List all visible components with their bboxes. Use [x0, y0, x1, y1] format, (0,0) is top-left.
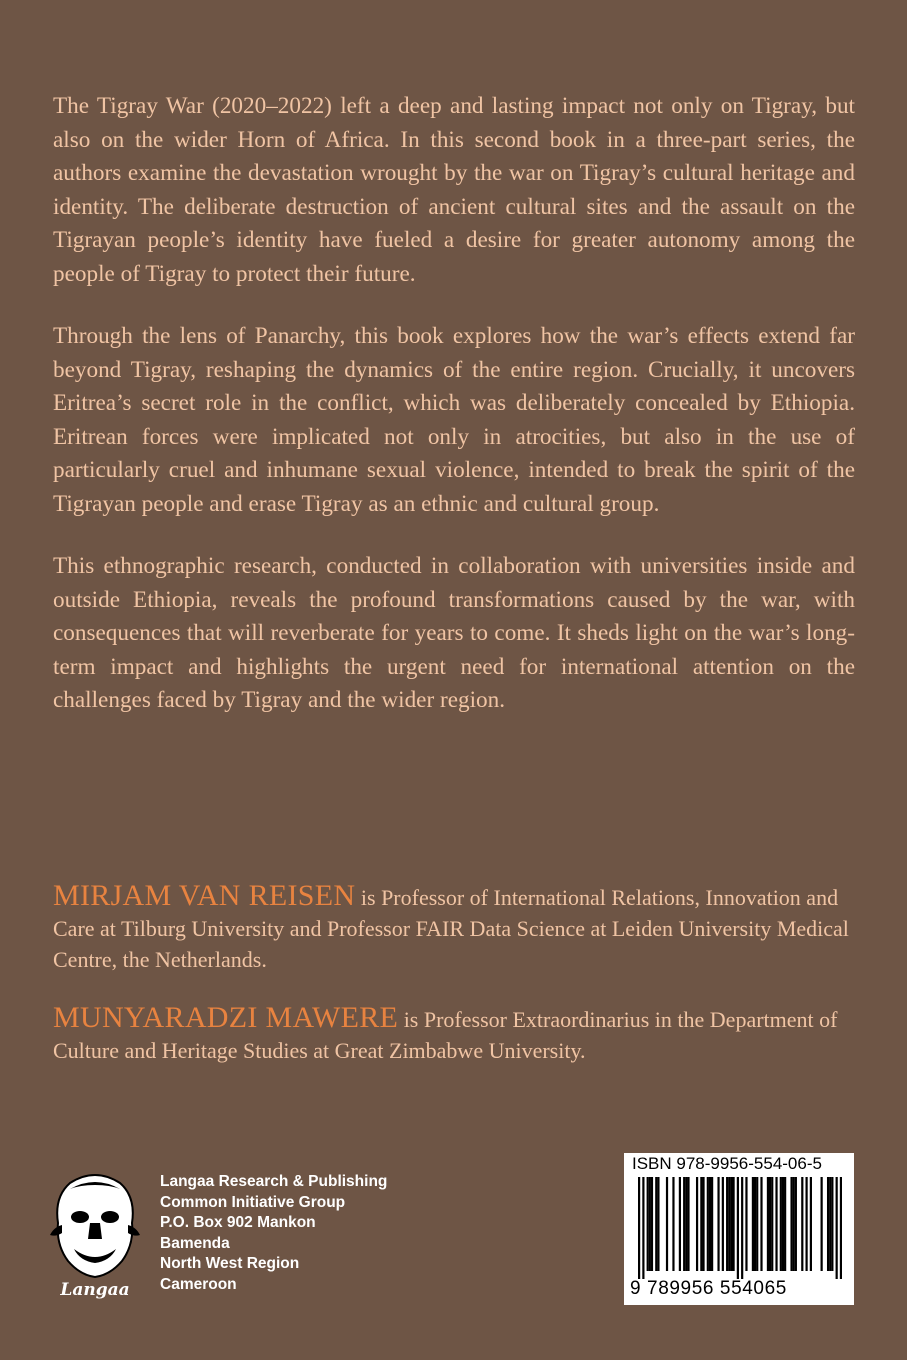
barcode-bar: [780, 1177, 782, 1271]
barcode-bar: [732, 1177, 734, 1271]
barcode-bar: [836, 1177, 838, 1279]
publisher-logo-text: Langaa: [60, 1280, 130, 1300]
barcode-bar: [801, 1177, 803, 1271]
barcode-bar: [829, 1177, 831, 1271]
author-bio-text: is Professor Extraordinarius in the Department of Culture and Heritage Studies at Great Zimbabwe University.: [53, 1007, 838, 1063]
publisher-address-line: P.O. Box 902 Mankon: [160, 1214, 316, 1231]
publisher-address-line: Langaa Research & Publishing: [160, 1173, 388, 1190]
author-name: MIRJAM VAN REISEN: [53, 879, 356, 912]
blurb: [53, 90, 855, 747]
barcode-bar: [683, 1177, 685, 1271]
barcode-bar: [771, 1177, 773, 1271]
publisher-address-line: Bamenda: [160, 1234, 230, 1252]
barcode-bar: [709, 1177, 711, 1271]
barcode-bar: [805, 1177, 807, 1271]
barcode-bar: [741, 1177, 743, 1279]
barcode-bar: [726, 1177, 728, 1271]
barcode-bar: [827, 1177, 829, 1271]
barcode-bar: [707, 1177, 709, 1271]
barcode-bar: [760, 1177, 762, 1271]
barcode-bar: [769, 1177, 771, 1271]
barcode-bar: [795, 1177, 797, 1271]
barcode-bar: [696, 1177, 698, 1271]
author-bios: [53, 880, 855, 1093]
publisher-address-line: Cameroon: [160, 1275, 237, 1293]
barcode-bar: [745, 1177, 747, 1271]
isbn-barcode: [624, 1153, 854, 1305]
barcode-bar: [685, 1177, 687, 1271]
barcode-bar: [666, 1177, 668, 1271]
barcode-bar: [756, 1177, 758, 1271]
barcode-bar: [657, 1177, 659, 1271]
barcode-bar: [711, 1177, 713, 1271]
barcode-bar: [782, 1177, 784, 1271]
barcode-bar: [775, 1177, 777, 1271]
barcode-bar: [717, 1177, 719, 1271]
barcode-bar: [722, 1177, 724, 1271]
barcode-bar: [730, 1177, 732, 1271]
publisher-address: [160, 1172, 387, 1295]
barcode-bars: [638, 1177, 842, 1279]
barcode-bar: [651, 1177, 653, 1271]
barcode-bar: [810, 1177, 812, 1271]
author-name: MUNYARADZI MAWERE: [53, 1001, 399, 1034]
barcode-bar: [790, 1177, 792, 1271]
publisher-address-line: Common Initiative Group: [160, 1193, 346, 1211]
barcode-bar: [638, 1177, 640, 1279]
author-bio: [53, 880, 855, 975]
barcode-bar: [655, 1177, 657, 1271]
barcode-bar: [647, 1177, 649, 1271]
barcode-bar: [702, 1177, 704, 1271]
isbn-label: ISBN 978-9956-554-06-5: [632, 1154, 822, 1173]
publisher-address-line: North West Region: [160, 1255, 300, 1272]
blurb-paragraph: This ethnographic research, conducted in collaboration with universities inside and outside Ethiopia, reveals the profound transformations caused by the war, with consequences that will reverberate for years to come. It sheds light on the war’s long- term impact and highlights the urgent need for international attention on the challenges faced by Tigray and the wider region.: [53, 553, 855, 713]
barcode-bar: [821, 1177, 823, 1271]
barcode-bar: [831, 1177, 833, 1271]
barcode-bar: [700, 1177, 702, 1271]
barcode-bar: [840, 1177, 842, 1279]
barcode-bar: [728, 1177, 730, 1271]
blurb-paragraph: The Tigray War (2020–2022) left a deep and lasting impact not only on Tigray, but also on the wider Horn of Africa. In this second book in a three-part series, the authors examine the devastation wrought by the war on Tigray’s cultural heritage and identity. The deliberate destruction of ancient cultural sites and the assault on the Tigrayan people’s identity have fueled a desire for greater autonomy among the people of Tigray to protect their future.: [53, 93, 855, 287]
barcode-digits: 9 789956 554065: [630, 1278, 787, 1299]
blurb-paragraph: Through the lens of Panarchy, this book explores how the war’s effects extend far beyond Tigray, reshaping the dynamics of the entire region. Crucially, it uncovers Eritrea’s secret role in the conflict, which was deliberately concealed by Ethiopia. Eritrean forces were implicated not only in atrocities, but also in the use of particularly cruel and inhumane sexual violence, intended to break the spirit of the Tigrayan people and erase Tigray as an ethnic and cultural group.: [53, 323, 855, 517]
barcode-bar: [793, 1177, 795, 1271]
barcode-bar: [754, 1177, 756, 1271]
barcode-bar: [687, 1177, 689, 1271]
barcode-bar: [752, 1177, 754, 1271]
barcode-bar: [649, 1177, 651, 1271]
publisher-mask-logo: [40, 1165, 150, 1300]
barcode-bar: [672, 1177, 674, 1271]
barcode-bar: [679, 1177, 681, 1271]
barcode-bar: [642, 1177, 644, 1279]
barcode-bar: [737, 1177, 739, 1279]
barcode-bar: [784, 1177, 786, 1271]
author-bio-text: is Professor of International Relations, Innovation and Care at Tilburg University and Professor FAIR Data Science at Leiden University Medical Centre, the Netherlands.: [53, 885, 849, 972]
author-bio: [53, 1002, 855, 1066]
barcode-bar: [767, 1177, 769, 1271]
